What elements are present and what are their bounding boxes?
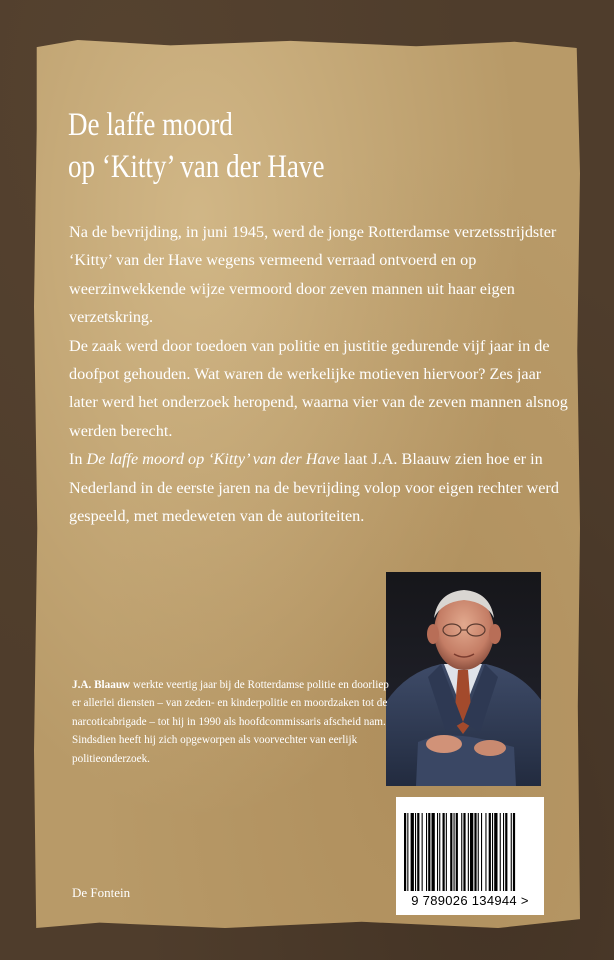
publisher-name: De Fontein xyxy=(72,885,131,900)
barcode-bar xyxy=(492,813,493,891)
blurb-paragraph-2: De zaak werd door toedoen van politie en justitie gedurende vijf jaar in de doofpot gehouden. Wat waren de werkelijke motieven hiervoor? Zes jaar later werd het onderzoek heropend, waarna vier van de zeven mannen alsnog werden berecht. xyxy=(69,336,568,440)
barcode-bar xyxy=(422,813,423,891)
blurb-paragraph-3 xyxy=(69,445,569,530)
book-title-line-1: De laffe moord xyxy=(68,107,233,143)
barcode-bar xyxy=(505,813,507,891)
barcode-bars xyxy=(396,797,544,893)
barcode-bar xyxy=(470,813,473,891)
barcode-bar xyxy=(428,813,430,891)
author-portrait-illustration xyxy=(386,572,541,786)
barcode-bar xyxy=(432,813,435,891)
barcode-bar xyxy=(494,813,497,891)
barcode-bar xyxy=(443,813,445,891)
barcode-bar xyxy=(485,813,486,891)
book-title xyxy=(68,104,324,188)
barcode-bar xyxy=(513,813,515,891)
barcode-bar xyxy=(463,813,465,891)
barcode-bar xyxy=(417,813,419,891)
barcode-bar xyxy=(450,813,452,891)
barcode-bar xyxy=(500,813,501,891)
blurb-p3-pre: In xyxy=(69,450,87,469)
author-name: J.A. Blaauw xyxy=(72,679,131,691)
barcode-bar xyxy=(468,813,469,891)
barcode-bar xyxy=(481,813,482,891)
barcode-bar xyxy=(439,813,440,891)
isbn-number: 9 789026 134944 > xyxy=(411,893,529,908)
blurb xyxy=(69,218,569,530)
barcode-bar xyxy=(478,813,479,891)
barcode-bar xyxy=(503,813,504,891)
barcode-bar xyxy=(461,813,462,891)
author-bio xyxy=(72,676,392,768)
barcode-bar xyxy=(446,813,447,891)
barcode-bar xyxy=(404,813,406,891)
barcode-bar xyxy=(415,813,416,891)
barcode-bar xyxy=(454,813,455,891)
barcode-bar xyxy=(474,813,476,891)
blurb-p3-post: laat J.A. Blaauw zien hoe er in Nederland in de eerste jaren na de bevrijding volop voor eigen rechter werd gespeeld, met medeweten van de autoriteiten. xyxy=(69,450,559,526)
barcode-bar xyxy=(411,813,414,891)
author-photo xyxy=(386,572,541,786)
barcode-bar xyxy=(437,813,438,891)
barcode-bar xyxy=(511,813,512,891)
isbn-barcode xyxy=(396,797,544,915)
barcode-bar xyxy=(456,813,458,891)
blurb-book-title-italic: De laffe moord op ‘Kitty’ van der Have xyxy=(86,450,340,469)
book-title-line-2: op ‘Kitty’ van der Have xyxy=(68,149,325,185)
barcode-bar xyxy=(489,813,491,891)
barcode-bar xyxy=(407,813,408,891)
barcode-bar xyxy=(426,813,427,891)
author-bio-text: werkte veertig jaar bij de Rotterdamse politie en doorliep er allerlei diensten – van zeden- en kinderpolitie en moordzaken tot de narcoticabrigade – tot hij in 1990 als hoofdcommissaris afscheid nam. Sindsdien heeft hij zich opgeworpen als voorvechter van eerlijk politieonderzoek. xyxy=(72,679,389,765)
blurb-paragraph-1: Na de bevrijding, in juni 1945, werd de jonge Rotterdamse verzetsstrijdster ‘Kitty’ van der Have wegens vermeend verraad ontvoerd en op weerzinwekkende wijze vermoord door zeven mannen uit haar eigen verzetskring. xyxy=(69,223,557,327)
